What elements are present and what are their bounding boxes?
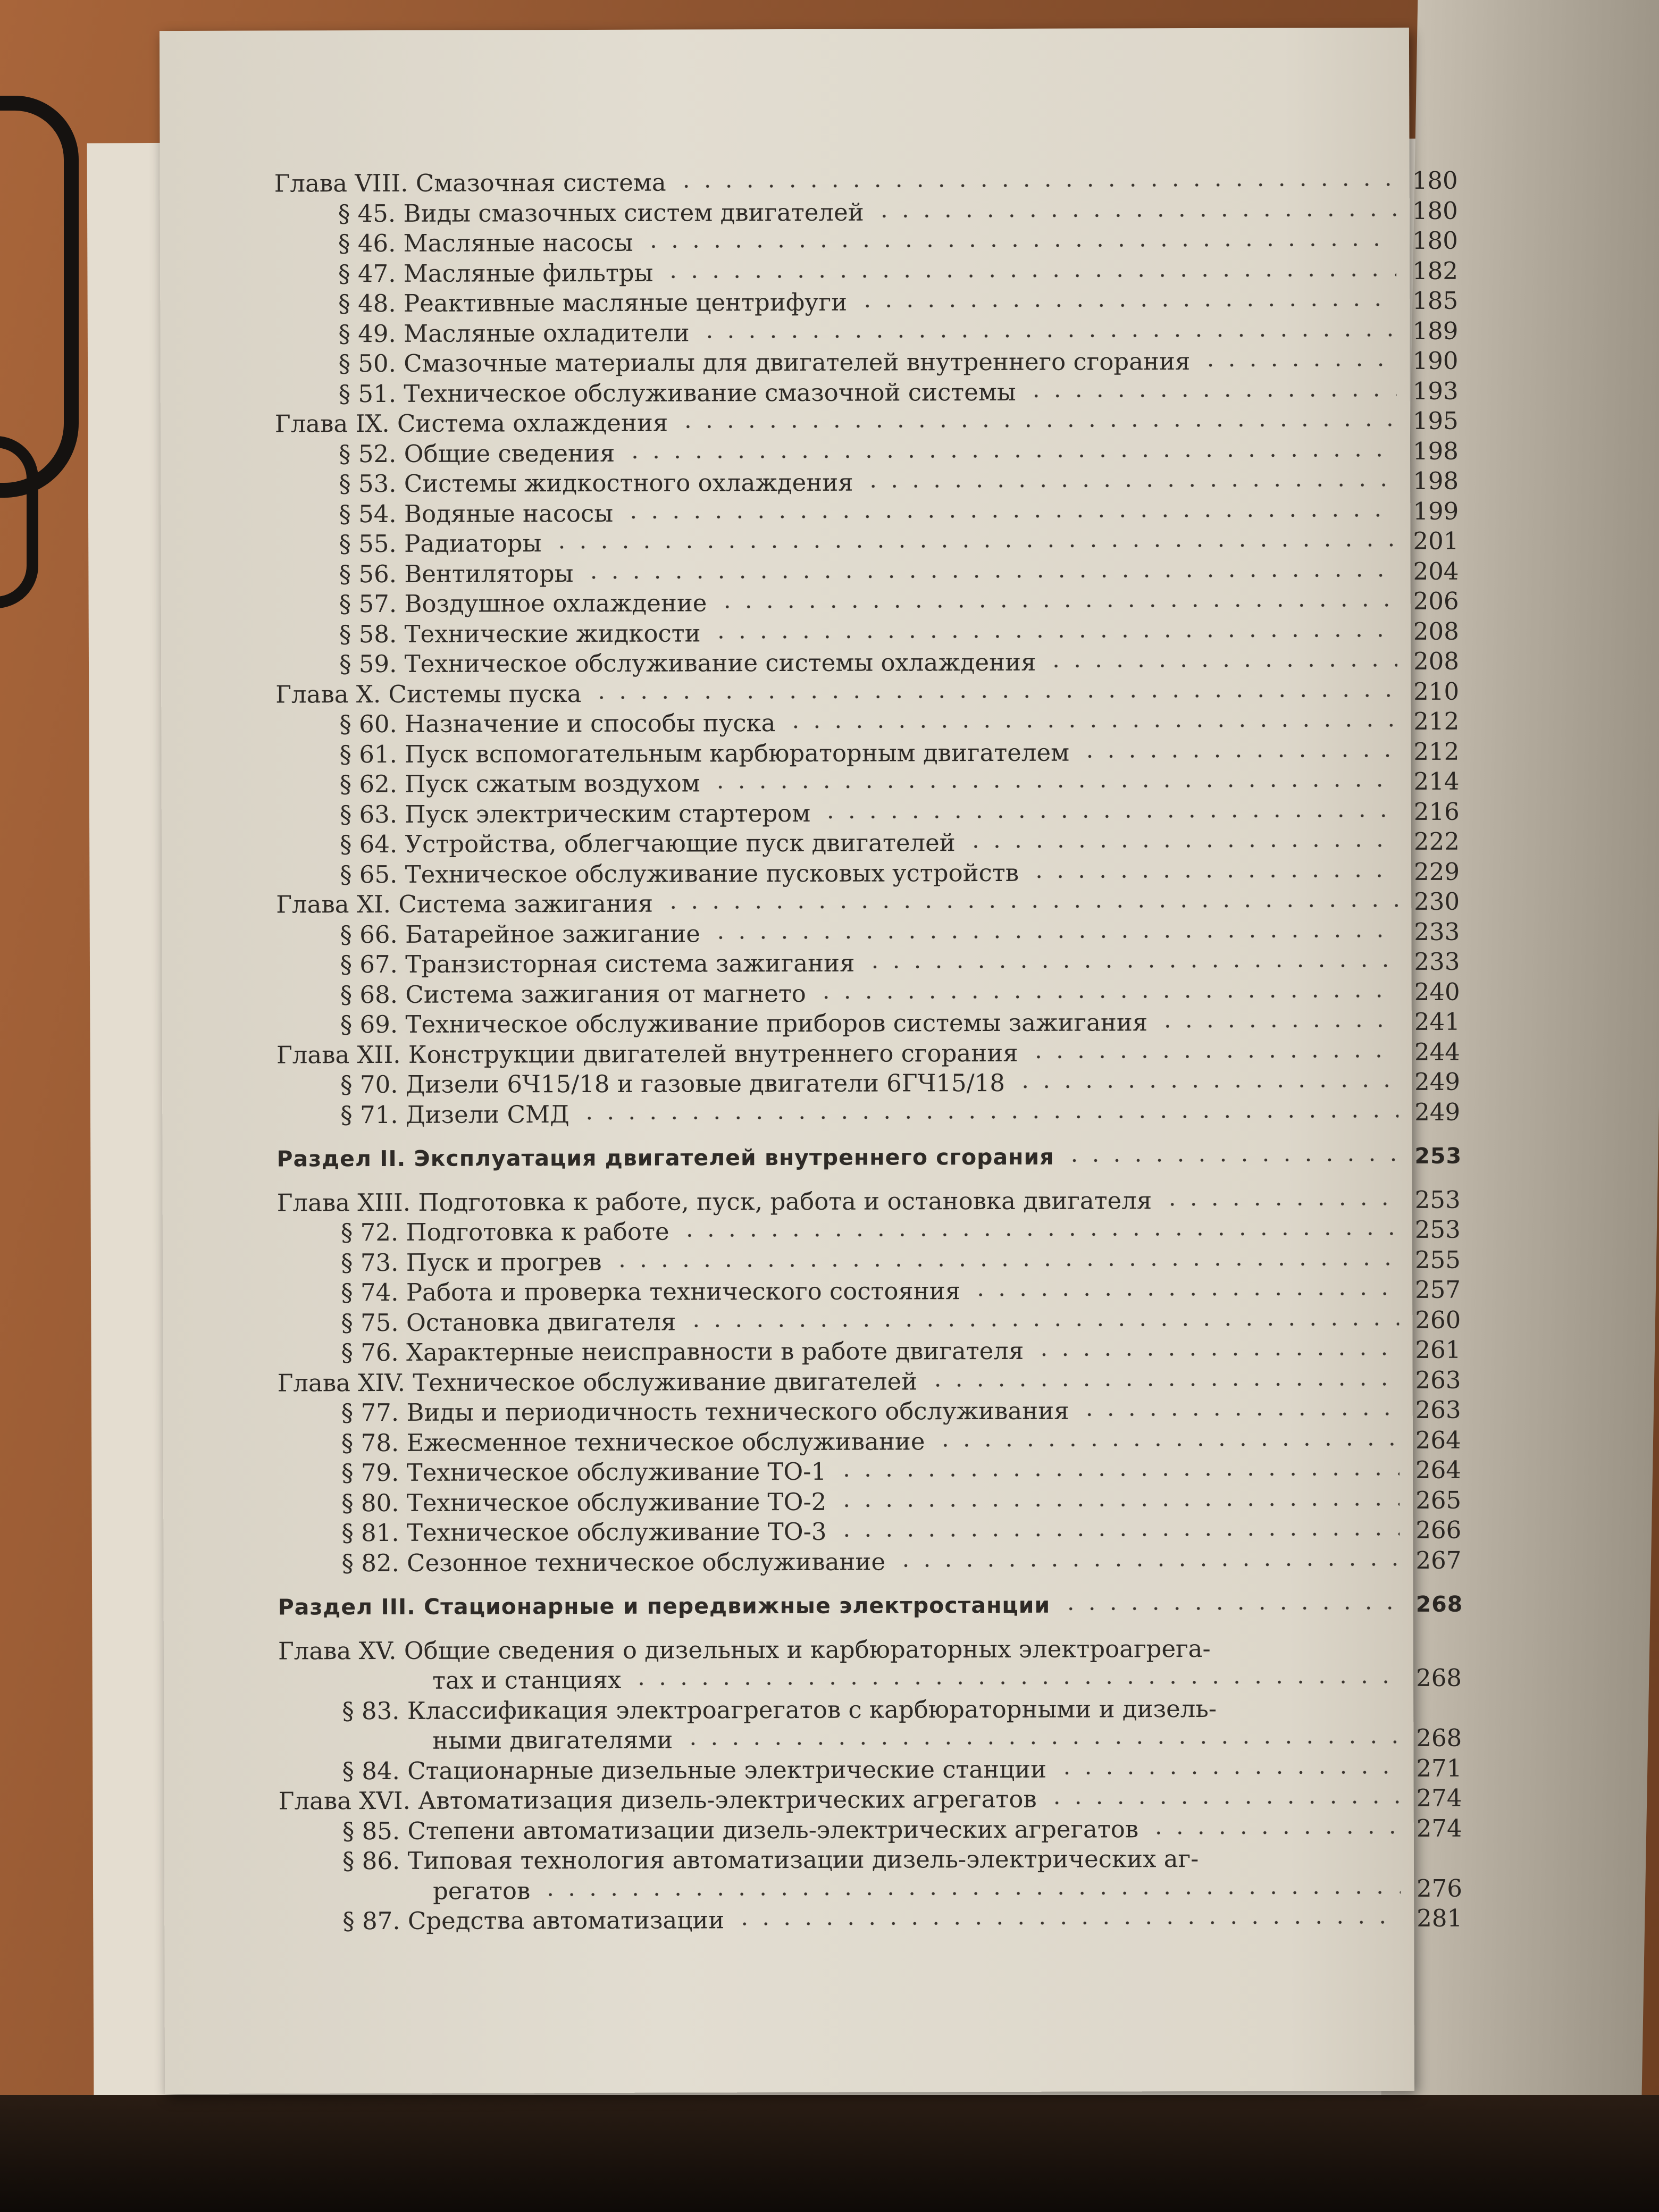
toc-page-number: 229 bbox=[1414, 857, 1460, 886]
toc-page-number: 193 bbox=[1412, 376, 1459, 405]
toc-page-number: 208 bbox=[1413, 617, 1459, 646]
dot-leader bbox=[836, 1503, 1400, 1507]
dot-leader bbox=[1015, 1084, 1398, 1088]
toc-entry-title: Глава XIV. Техническое обслуживание двигателей bbox=[277, 1367, 918, 1397]
dot-leader bbox=[1033, 1352, 1399, 1356]
table-of-contents bbox=[274, 166, 1463, 1937]
toc-page-number: 264 bbox=[1415, 1455, 1461, 1484]
toc-entry bbox=[279, 1844, 1459, 1876]
dot-leader bbox=[663, 904, 1398, 909]
dot-leader bbox=[551, 543, 1397, 549]
toc-entry bbox=[278, 1485, 1462, 1518]
toc-entry bbox=[274, 406, 1459, 439]
toc-page-number: 204 bbox=[1413, 557, 1459, 585]
toc-page-number: 244 bbox=[1414, 1037, 1460, 1066]
dot-leader bbox=[734, 1921, 1401, 1925]
dot-leader bbox=[1200, 363, 1397, 367]
dot-leader bbox=[836, 1472, 1400, 1477]
toc-entry-title: § 72. Подготовка к работе bbox=[340, 1217, 669, 1247]
toc-entry-title: § 63. Пуск электрическим стартером bbox=[339, 799, 811, 828]
toc-page-number: 253 bbox=[1414, 1215, 1461, 1244]
dot-leader bbox=[679, 1232, 1399, 1237]
toc-entry-title: § 85. Степени автоматизации дизель-электрических агрегатов bbox=[342, 1814, 1139, 1845]
toc-page-number: 195 bbox=[1412, 406, 1459, 435]
dot-leader bbox=[710, 634, 1397, 639]
toc-page-number: 257 bbox=[1415, 1275, 1461, 1304]
toc-entry-title: § 47. Масляные фильтры bbox=[338, 258, 653, 288]
toc-page-number: 263 bbox=[1415, 1395, 1461, 1424]
toc-entry-title: Глава VIII. Смазочная система bbox=[274, 168, 666, 198]
dot-leader bbox=[579, 1115, 1398, 1120]
toc-entry bbox=[276, 1185, 1461, 1218]
toc-entry bbox=[275, 586, 1459, 619]
toc-entry bbox=[278, 1515, 1462, 1548]
toc-entry-title: § 57. Воздушное охлаждение bbox=[339, 589, 707, 618]
toc-page-number: 206 bbox=[1413, 586, 1459, 615]
toc-entry bbox=[278, 1545, 1462, 1578]
toc-page-number: 260 bbox=[1415, 1305, 1461, 1334]
toc-page-number: 208 bbox=[1413, 647, 1460, 675]
dot-leader bbox=[540, 1891, 1401, 1896]
toc-entry-title: § 71. Дизели СМД bbox=[340, 1100, 569, 1129]
toc-entry-title: § 78. Ежесменное техническое обслуживание bbox=[341, 1427, 925, 1457]
dot-leader bbox=[895, 1563, 1400, 1567]
dark-foreground bbox=[0, 2095, 1659, 2212]
toc-entry bbox=[276, 1037, 1460, 1070]
dot-leader bbox=[1079, 1412, 1400, 1417]
toc-page-number: 230 bbox=[1414, 887, 1460, 916]
toc-entry bbox=[275, 466, 1459, 499]
toc-entry-title: Глава XIII. Подготовка к работе, пуск, работа и остановка двигателя bbox=[276, 1186, 1152, 1217]
toc-entry-title: Раздел II. Эксплуатация двигателей внутреннего сгорания bbox=[276, 1144, 1054, 1172]
dot-leader bbox=[1028, 1054, 1398, 1059]
toc-entry bbox=[275, 616, 1459, 649]
toc-entry-title: § 69. Техническое обслуживание приборов системы зажигания bbox=[340, 1008, 1148, 1039]
dot-leader bbox=[663, 273, 1396, 279]
dot-leader bbox=[970, 1292, 1399, 1296]
toc-entry-title: § 49. Масляные охладители bbox=[338, 318, 690, 348]
toc-entry bbox=[276, 1067, 1461, 1100]
toc-page-number: 264 bbox=[1415, 1426, 1461, 1454]
dot-leader bbox=[623, 514, 1397, 519]
toc-entry bbox=[277, 1305, 1461, 1338]
black-cable bbox=[0, 96, 79, 498]
toc-page-number: 241 bbox=[1414, 1007, 1460, 1036]
toc-entry bbox=[278, 1425, 1461, 1458]
toc-page-number: 233 bbox=[1414, 947, 1460, 976]
toc-entry-title: § 65. Техническое обслуживание пусковых устройств bbox=[340, 858, 1019, 889]
dot-leader bbox=[1057, 1771, 1401, 1775]
toc-entry-title: Раздел III. Стационарные и передвижные электростанции bbox=[278, 1592, 1051, 1620]
toc-entry bbox=[278, 1455, 1461, 1488]
dot-leader bbox=[717, 604, 1397, 608]
toc-entry-title: § 87. Средства автоматизации bbox=[342, 1906, 725, 1936]
dot-leader bbox=[682, 1740, 1400, 1746]
toc-entry bbox=[275, 526, 1459, 559]
toc-entry-title: § 64. Устройства, облегчающие пуск двигателей bbox=[339, 828, 956, 859]
toc-page-number: 201 bbox=[1413, 526, 1459, 555]
toc-entry bbox=[276, 917, 1460, 950]
toc-page-number: 180 bbox=[1412, 166, 1458, 195]
dot-leader bbox=[1063, 1158, 1398, 1162]
toc-page-number: 198 bbox=[1413, 466, 1459, 495]
toc-entry-title: Глава XII. Конструкции двигателей внутреннего сгорания bbox=[276, 1038, 1018, 1069]
toc-page-number: 268 bbox=[1415, 1591, 1463, 1617]
toc-page-number: 274 bbox=[1416, 1814, 1462, 1842]
toc-page-number: 255 bbox=[1414, 1245, 1461, 1274]
toc-entry bbox=[275, 436, 1459, 469]
dot-leader bbox=[865, 964, 1398, 969]
toc-entry-title: § 76. Характерные неисправности в работе двигателя bbox=[341, 1336, 1024, 1367]
toc-entry-title: § 66. Батарейное зажигание bbox=[340, 919, 700, 949]
toc-entry bbox=[277, 1335, 1461, 1368]
toc-entry bbox=[277, 1215, 1461, 1248]
dot-leader bbox=[857, 303, 1396, 308]
toc-entry bbox=[276, 1007, 1460, 1040]
toc-entry-title: регатов bbox=[433, 1876, 531, 1905]
dot-leader bbox=[862, 483, 1397, 488]
toc-page-number: 253 bbox=[1414, 1185, 1461, 1214]
dot-leader bbox=[591, 694, 1397, 699]
toc-entry-title: § 53. Системы жидкостного охлаждения bbox=[339, 468, 853, 498]
toc-entry-title: § 75. Остановка двигателя bbox=[341, 1308, 676, 1337]
dot-leader bbox=[965, 844, 1398, 848]
dot-leader bbox=[927, 1382, 1400, 1387]
dot-leader bbox=[710, 784, 1398, 789]
toc-page-number: 189 bbox=[1412, 316, 1459, 345]
toc-page-number: 190 bbox=[1412, 346, 1459, 375]
dot-leader bbox=[1060, 1606, 1400, 1611]
toc-page-number: 240 bbox=[1414, 977, 1460, 1006]
toc-entry bbox=[274, 346, 1459, 379]
toc-entry bbox=[278, 1693, 1459, 1726]
toc-entry bbox=[278, 1783, 1462, 1816]
toc-page-number: 274 bbox=[1416, 1783, 1462, 1812]
toc-entry-title: ными двигателями bbox=[432, 1725, 673, 1755]
toc-entry bbox=[278, 1589, 1463, 1622]
dot-leader bbox=[631, 1680, 1400, 1686]
toc-page-number: 281 bbox=[1417, 1904, 1463, 1932]
toc-page-number: 216 bbox=[1413, 797, 1460, 826]
toc-entry-title: тах и станциях bbox=[432, 1665, 622, 1695]
toc-entry bbox=[275, 556, 1459, 589]
dot-leader bbox=[583, 574, 1397, 579]
toc-entry bbox=[275, 496, 1459, 529]
dot-leader bbox=[624, 454, 1397, 459]
dot-leader bbox=[1045, 664, 1397, 668]
toc-entry bbox=[278, 1395, 1461, 1428]
toc-entry bbox=[274, 286, 1459, 319]
toc-entry bbox=[274, 166, 1458, 199]
toc-page-number: 212 bbox=[1413, 737, 1460, 766]
toc-entry-title: § 82. Сезонное техническое обслуживание bbox=[341, 1547, 886, 1577]
toc-page-number: 268 bbox=[1416, 1723, 1462, 1752]
toc-entry bbox=[279, 1904, 1463, 1937]
toc-entry-title: § 68. Система зажигания от магнето bbox=[340, 979, 806, 1009]
toc-entry-title: § 86. Типовая технология автоматизации дизель-электрических аг- bbox=[342, 1844, 1199, 1875]
toc-entry-title: Глава XI. Система зажигания bbox=[276, 889, 653, 919]
toc-page-number: 263 bbox=[1415, 1365, 1461, 1394]
toc-entry bbox=[276, 977, 1460, 1010]
toc-entry bbox=[275, 376, 1459, 409]
toc-entry-title: § 81. Техническое обслуживание ТО-3 bbox=[341, 1517, 827, 1547]
dot-leader bbox=[820, 814, 1398, 819]
toc-page-number: 267 bbox=[1415, 1546, 1462, 1574]
toc-entry bbox=[277, 1365, 1461, 1398]
toc-entry bbox=[279, 1813, 1462, 1846]
toc-entry-title: § 58. Технические жидкости bbox=[339, 618, 701, 648]
toc-entry-title: § 84. Стационарные дизельные электрические станции bbox=[342, 1755, 1047, 1785]
toc-page-number: 185 bbox=[1412, 286, 1459, 315]
toc-entry-title: § 70. Дизели 6Ч15/18 и газовые двигатели 6ГЧ15/18 bbox=[340, 1068, 1006, 1099]
toc-entry bbox=[276, 1141, 1462, 1174]
toc-page-number: 233 bbox=[1414, 917, 1460, 946]
toc-entry bbox=[277, 1275, 1461, 1308]
toc-entry-title: § 77. Виды и периодичность технического обслуживания bbox=[341, 1396, 1069, 1427]
toc-page-number: 222 bbox=[1413, 827, 1460, 856]
toc-entry-title: § 55. Радиаторы bbox=[339, 529, 542, 558]
toc-entry bbox=[279, 1873, 1463, 1906]
dot-leader bbox=[685, 1322, 1399, 1328]
toc-page-number: 249 bbox=[1414, 1067, 1461, 1096]
toc-entry bbox=[275, 736, 1460, 769]
dot-leader bbox=[874, 213, 1396, 218]
toc-entry bbox=[276, 827, 1460, 860]
toc-page-number: 265 bbox=[1415, 1486, 1462, 1514]
toc-page-number: 180 bbox=[1412, 226, 1458, 255]
toc-page-number: 198 bbox=[1412, 437, 1459, 465]
toc-entry bbox=[276, 767, 1460, 800]
dot-leader bbox=[1028, 874, 1398, 878]
toc-entry bbox=[274, 226, 1458, 259]
toc-entry-title: § 79. Техническое обслуживание ТО-1 bbox=[341, 1457, 827, 1487]
black-cable-loop bbox=[0, 436, 38, 608]
toc-page-number: 261 bbox=[1415, 1335, 1461, 1364]
toc-entry-title: Глава IX. Система охлаждения bbox=[274, 408, 668, 438]
dot-leader bbox=[836, 1532, 1400, 1537]
toc-entry bbox=[276, 797, 1460, 830]
dot-leader bbox=[643, 243, 1396, 248]
toc-entry bbox=[276, 947, 1460, 980]
toc-entry-title: § 54. Водяные насосы bbox=[339, 499, 614, 528]
toc-entry-title: § 50. Смазочные материалы для двигателей внутреннего сгорания bbox=[338, 347, 1191, 378]
toc-page-number: 214 bbox=[1413, 767, 1460, 795]
dot-leader bbox=[1026, 393, 1397, 398]
dot-leader bbox=[611, 1262, 1399, 1268]
toc-entry-title: Глава XVI. Автоматизация дизель-электрических агрегатов bbox=[278, 1784, 1037, 1815]
toc-entry bbox=[275, 676, 1460, 709]
toc-page-number: 268 bbox=[1415, 1663, 1462, 1692]
toc-entry bbox=[278, 1723, 1462, 1756]
toc-page-number: 180 bbox=[1412, 196, 1458, 225]
dot-leader bbox=[935, 1443, 1400, 1447]
toc-entry bbox=[278, 1663, 1462, 1696]
dot-leader bbox=[676, 183, 1396, 188]
toc-page-number: 182 bbox=[1412, 256, 1459, 285]
dot-leader bbox=[710, 934, 1398, 939]
dot-leader bbox=[785, 724, 1397, 728]
toc-entry-title: § 52. Общие сведения bbox=[338, 439, 615, 468]
toc-entry-title: Глава X. Системы пуска bbox=[275, 679, 582, 709]
toc-entry-title: § 56. Вентиляторы bbox=[339, 559, 574, 588]
toc-page-number: 266 bbox=[1415, 1515, 1462, 1544]
toc-entry-title: § 62. Пуск сжатым воздухом bbox=[339, 769, 700, 799]
toc-entry bbox=[275, 707, 1460, 740]
dot-leader bbox=[699, 333, 1396, 338]
dot-leader bbox=[1162, 1202, 1399, 1206]
dot-leader bbox=[1079, 754, 1397, 758]
toc-page-number: 212 bbox=[1413, 707, 1460, 735]
toc-entry-title: § 80. Техническое обслуживание ТО-2 bbox=[341, 1487, 827, 1517]
dot-leader bbox=[677, 423, 1397, 429]
dot-leader bbox=[1157, 1024, 1398, 1028]
toc-entry-title: § 51. Техническое обслуживание смазочной системы bbox=[338, 378, 1016, 408]
toc-entry bbox=[278, 1753, 1462, 1786]
toc-entry bbox=[274, 316, 1459, 349]
toc-entry-title: § 60. Назначение и способы пуска bbox=[339, 709, 776, 739]
toc-entry-title: § 67. Транзисторная система зажигания bbox=[340, 949, 855, 979]
toc-page-number: 199 bbox=[1413, 497, 1459, 525]
toc-entry bbox=[276, 1097, 1461, 1130]
toc-entry-title: § 59. Техническое обслуживание системы охлаждения bbox=[339, 648, 1036, 678]
toc-entry bbox=[278, 1633, 1459, 1666]
toc-page-number: 210 bbox=[1413, 677, 1460, 706]
toc-entry bbox=[277, 1245, 1461, 1278]
toc-entry-title: Глава XV. Общие сведения о дизельных и карбюраторных электроагрега- bbox=[278, 1634, 1211, 1665]
toc-page-number: 253 bbox=[1414, 1143, 1462, 1169]
toc-entry bbox=[274, 196, 1458, 229]
toc-entry bbox=[274, 256, 1459, 289]
toc-entry bbox=[276, 887, 1460, 920]
toc-page-number: 276 bbox=[1417, 1874, 1463, 1903]
book-page bbox=[160, 28, 1463, 2094]
toc-entry-title: § 48. Реактивные масляные центрифуги bbox=[338, 288, 848, 318]
dot-leader bbox=[1148, 1831, 1401, 1834]
toc-entry-title: § 73. Пуск и прогрев bbox=[340, 1247, 602, 1277]
toc-entry bbox=[276, 857, 1460, 890]
dot-leader bbox=[816, 994, 1398, 999]
toc-entry-title: § 45. Виды смазочных систем двигателей bbox=[338, 198, 864, 228]
toc-entry-title: § 74. Работа и проверка технического состояния bbox=[341, 1277, 961, 1307]
toc-entry-title: § 46. Масляные насосы bbox=[338, 228, 633, 258]
toc-page-number: 271 bbox=[1416, 1754, 1462, 1782]
toc-entry bbox=[275, 647, 1460, 680]
toc-page-number: 249 bbox=[1414, 1097, 1461, 1126]
toc-entry-title: § 83. Классификация электроагрегатов с карбюраторными и дизель- bbox=[342, 1694, 1217, 1725]
toc-entry-title: § 61. Пуск вспомогательным карбюраторным двигателем bbox=[339, 738, 1070, 768]
dot-leader bbox=[1046, 1800, 1401, 1805]
